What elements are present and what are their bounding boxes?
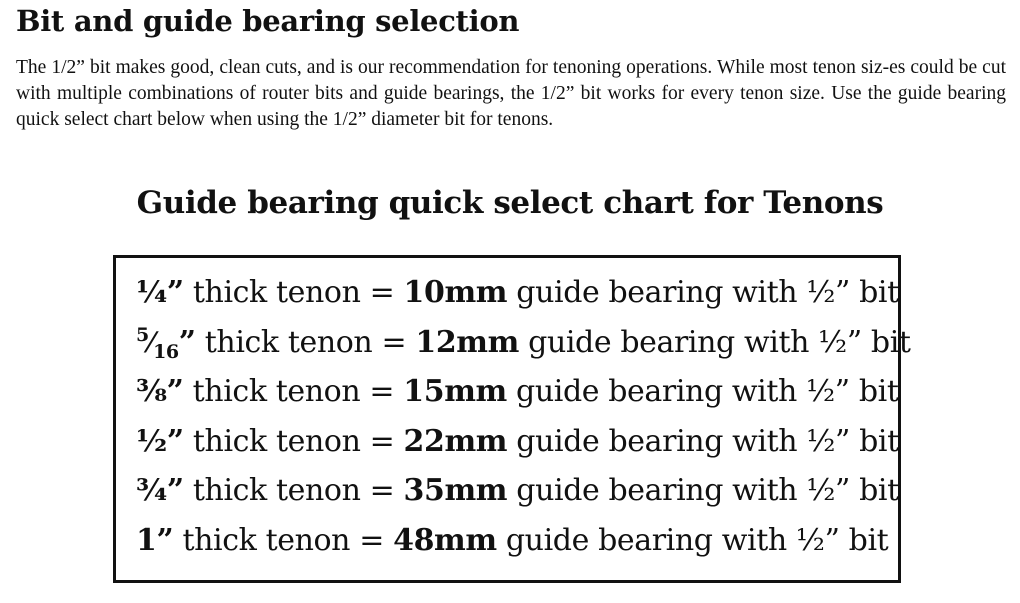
chart-row-three-eighths-inch xyxy=(136,367,911,417)
fraction-numerator: 5 xyxy=(136,323,149,346)
row-suffix: guide bearing with ½” bit xyxy=(496,522,889,558)
tenon-thickness xyxy=(136,323,196,363)
tenon-thickness: ¼” xyxy=(136,275,184,310)
chart-row-quarter-inch xyxy=(136,268,911,318)
row-suffix: guide bearing with ½” bit xyxy=(507,423,899,459)
bearing-size: 10mm xyxy=(403,275,508,310)
fraction-slash: ⁄ xyxy=(148,325,154,359)
page-heading: Bit and guide bearing selection xyxy=(16,4,520,38)
row-connector: thick tenon = xyxy=(183,473,404,508)
bearing-size: 22mm xyxy=(403,423,508,459)
row-connector: thick tenon = xyxy=(195,324,416,360)
tenon-thickness: 1” xyxy=(136,522,174,558)
chart-row-half-inch xyxy=(136,417,911,467)
row-connector: thick tenon = xyxy=(173,522,394,558)
row-suffix: guide bearing with ½” bit xyxy=(519,324,911,360)
row-connector: thick tenon = xyxy=(183,275,404,310)
chart-row-five-sixteenths-inch xyxy=(136,318,911,368)
row-suffix: guide bearing with ½” bit xyxy=(507,275,899,310)
tenon-thickness: ½” xyxy=(136,423,184,459)
chart-rows xyxy=(136,268,911,565)
chart-title: Guide bearing quick select chart for Tenons xyxy=(136,185,884,221)
intro-paragraph: The 1/2” bit makes good, clean cuts, and is our recommendation for tenoning operations. While most tenon siz-es could be cut with multiple combinations of router bits and guide bearings, the 1/2” bit works for every tenon size. Use the guide bearing quick select chart below when using the 1/2” diameter bit for tenons. xyxy=(16,57,1006,130)
inch-mark: ” xyxy=(178,324,196,360)
bearing-size: 12mm xyxy=(415,324,519,360)
row-suffix: guide bearing with ½” bit xyxy=(506,374,899,409)
fraction-denominator: 16 xyxy=(153,340,179,363)
bearing-size: 48mm xyxy=(393,522,497,558)
row-suffix: guide bearing with ½” bit xyxy=(507,473,899,508)
bearing-size: 35mm xyxy=(403,473,508,508)
row-connector: thick tenon = xyxy=(183,374,404,409)
tenon-thickness: ¾” xyxy=(136,473,184,508)
chart-row-three-quarter-inch xyxy=(136,466,911,516)
guide-bearing-chart xyxy=(113,255,911,583)
row-connector: thick tenon = xyxy=(183,423,404,459)
bearing-size: 15mm xyxy=(403,374,507,409)
tenon-thickness: ⅜” xyxy=(136,374,184,409)
chart-row-one-inch xyxy=(136,516,911,566)
